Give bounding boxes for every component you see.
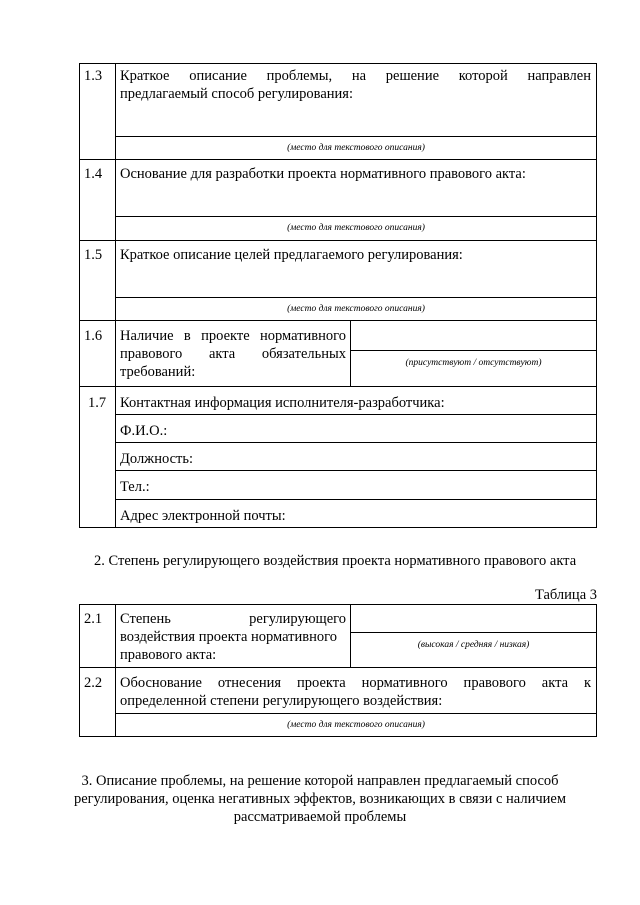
row-divider xyxy=(79,240,597,241)
field-divider xyxy=(115,470,597,471)
row-number: 1.6 xyxy=(84,328,103,344)
row-2-2-divider xyxy=(115,713,597,714)
section-3-heading: рассматриваемой проблемы xyxy=(233,809,407,825)
row-note: (место для текстового описания) xyxy=(287,304,425,314)
field-divider xyxy=(115,414,597,415)
row-number: 2.1 xyxy=(84,611,103,627)
row-1-4-divider xyxy=(115,216,597,217)
row-note: (место для текстового описания) xyxy=(287,223,425,233)
row-divider xyxy=(79,667,597,668)
row-note: (присутствуют / отсутствуют) xyxy=(405,358,542,368)
row-label: Краткое описание целей предлагаемого регулирования: xyxy=(120,247,463,263)
row-note: (место для текстового описания) xyxy=(287,143,425,153)
contact-field-name: Ф.И.О.: xyxy=(120,423,168,439)
row-number: 1.3 xyxy=(84,68,103,84)
row-label: правового акта обязательных xyxy=(120,346,346,362)
field-divider xyxy=(115,442,597,443)
table-1-border-left xyxy=(79,63,80,528)
row-note: (высокая / средняя / низкая) xyxy=(417,640,530,650)
section-3-heading: регулирования, оценка негативных эффектов, возникающих в связи с наличием xyxy=(73,791,567,807)
table-3-col-divider xyxy=(115,604,116,737)
row-label: Степень регулирующего xyxy=(120,611,346,627)
contact-field-position: Должность: xyxy=(120,451,193,467)
table-1-border-top xyxy=(79,63,597,64)
row-1-6-divider xyxy=(350,350,597,351)
row-label: Контактная информация исполнителя-разработчика: xyxy=(120,395,445,411)
row-label: воздействия проекта нормативного xyxy=(120,629,337,645)
table-3-border-bottom xyxy=(79,736,597,737)
table-3-border-top xyxy=(79,604,597,605)
row-label: Обоснование отнесения проекта нормативного правового акта к xyxy=(120,675,591,691)
table-3-border-right xyxy=(596,604,597,737)
row-2-1-col-divider xyxy=(350,604,351,667)
contact-field-phone: Тел.: xyxy=(120,479,150,495)
row-label: определенной степени регулирующего воздействия: xyxy=(120,693,443,709)
row-label: требований: xyxy=(120,364,196,380)
row-divider xyxy=(79,320,597,321)
row-number: 2.2 xyxy=(84,675,103,691)
row-label: Краткое описание проблемы, на решение которой направлен xyxy=(120,68,591,84)
table-3-border-left xyxy=(79,604,80,737)
row-1-5-divider xyxy=(115,297,597,298)
row-label: предлагаемый способ регулирования: xyxy=(120,86,353,102)
row-label: Основание для разработки проекта нормативного правового акта: xyxy=(120,166,526,182)
table-1-col-divider xyxy=(115,63,116,528)
table-caption: Таблица 3 xyxy=(534,587,597,603)
row-number: 1.4 xyxy=(84,166,103,182)
field-divider xyxy=(115,499,597,500)
row-label: правового акта: xyxy=(120,647,217,663)
row-2-1-divider xyxy=(350,632,597,633)
row-label: Наличие в проекте нормативного xyxy=(120,328,346,344)
section-3-heading: 3. Описание проблемы, на решение которой направлен предлагаемый способ xyxy=(81,773,559,789)
row-number: 1.7 xyxy=(88,395,107,411)
row-note: (место для текстового описания) xyxy=(287,720,425,730)
table-1-border-right xyxy=(596,63,597,528)
contact-field-email: Адрес электронной почты: xyxy=(120,508,286,524)
row-1-3-divider xyxy=(115,136,597,137)
row-number: 1.5 xyxy=(84,247,103,263)
row-1-6-col-divider xyxy=(350,320,351,386)
section-2-heading: 2. Степень регулирующего воздействия проекта нормативного правового акта xyxy=(94,553,577,569)
table-1-border-bottom xyxy=(79,527,597,528)
row-divider xyxy=(79,386,597,387)
row-divider xyxy=(79,159,597,160)
